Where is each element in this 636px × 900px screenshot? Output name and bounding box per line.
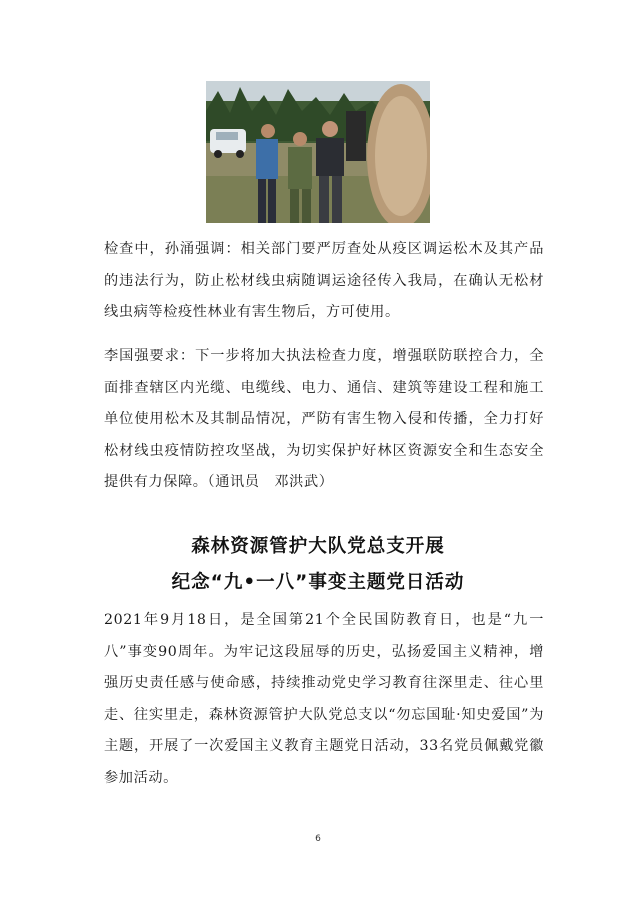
paragraph-requirements: 李国强要求：下一步将加大执法检查力度，增强联防联控合力，全面排查辖区内光缆、电缆线、电力、通信、建筑等建设工程和施工单位使用松木及其制品情况，严防有害生物入侵和传播，全力打好松材线虫疫情防控攻坚战，为切实保护好林区资源安全和生态安全提供有力保障。（通讯员 邓洪武） — [104, 348, 544, 490]
paragraph-event: 2021年9月18日，是全国第21个全民国防教育日，也是“九一八”事变90周年。为牢记这段屈辱的历史，弘扬爱国主义精神，增强历史责任感与使命感，持续推动党史学习教育往深里走、往心里走、往实里走，森林资源管护大队党总支以“勿忘国耻·知史爱国”为主题，开展了一次爱国主义教育主题党日活动，33名党员佩戴党徽参加活动。 — [104, 612, 544, 786]
article-title-line-2: 纪念“九•一八”事变主题党日活动 — [171, 572, 465, 593]
article-title-line-1: 森林资源管护大队党总支开展 — [191, 536, 445, 557]
inspection-photo — [206, 81, 430, 223]
page-number: 6 — [315, 834, 321, 844]
field-inspection-photo-icon — [206, 81, 430, 223]
paragraph-inspection: 检查中，孙涌强调：相关部门要严厉查处从疫区调运松木及其产品的违法行为，防止松材线虫病随调运途径传入我局，在确认无松材线虫病等检疫性林业有害生物后，方可使用。 — [104, 241, 544, 320]
